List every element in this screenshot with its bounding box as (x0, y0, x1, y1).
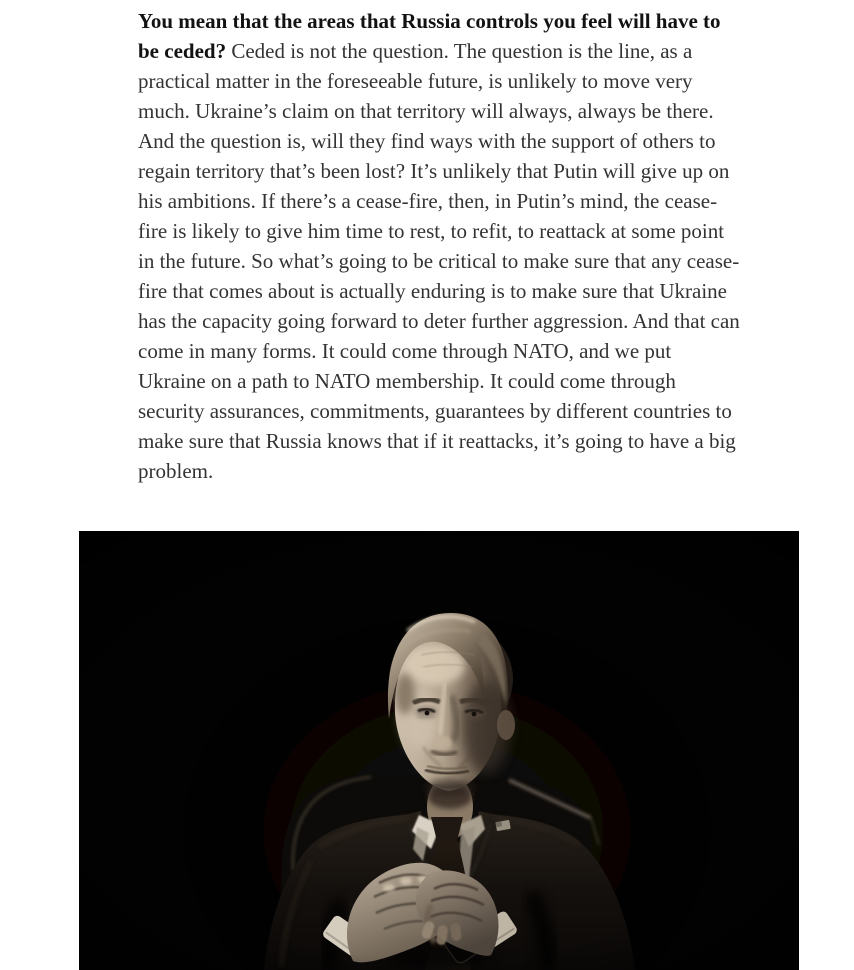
photo-vignette (79, 531, 799, 970)
interviewer-question: You mean that the areas that Russia controls you feel will have to be ceded? (138, 9, 721, 63)
interview-paragraph (138, 6, 742, 486)
portrait-photo-illustration (79, 531, 799, 970)
portrait-photo (79, 531, 799, 970)
interviewee-answer: Ceded is not the question. The question is the line, as a practical matter in the foreseeable future, is unlikely to move very much. Ukraine’s claim on that territory will always, always be there. And the question is, will they find ways with the support of others to regain territory that’s been lost? It’s unlikely that Putin will give up on his ambitions. If there’s a cease-fire, then, in Putin’s mind, the cease-fire is likely to give him time to rest, to refit, to reattack at some point in the future. So what’s going to be critical to make sure that any cease-fire that comes about is actually enduring is to make sure that Ukraine has the capacity going forward to deter further aggression. And that can come in many forms. It could come through NATO, and we put Ukraine on a path to NATO membership. It could come through security assurances, commitments, guarantees by different countries to make sure that Russia knows that if it reattacks, it’s going to have a big problem. (138, 39, 740, 483)
